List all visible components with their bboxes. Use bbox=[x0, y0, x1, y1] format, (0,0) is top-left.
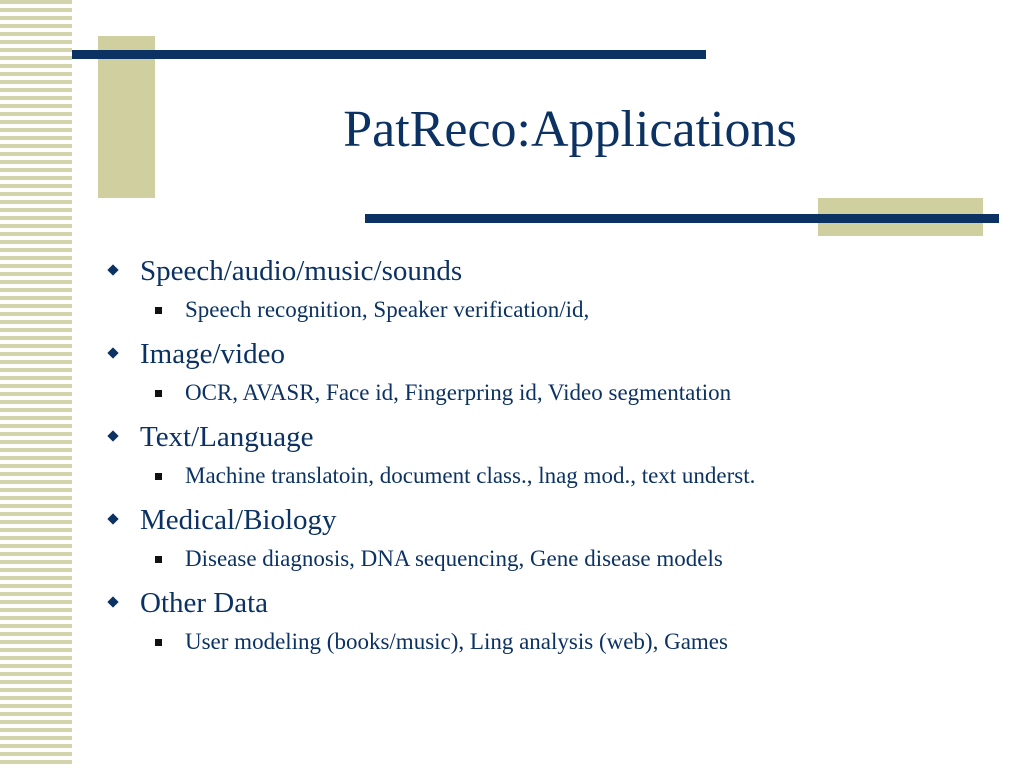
bullet-item bbox=[105, 252, 1005, 295]
title-rule-bottom bbox=[365, 214, 999, 223]
diamond-bullet-icon bbox=[107, 264, 118, 275]
sub-bullet-label: Disease diagnosis, DNA sequencing, Gene disease models bbox=[185, 546, 723, 571]
bullet-item bbox=[105, 335, 1005, 378]
sub-bullet-label: User modeling (books/music), Ling analysis (web), Games bbox=[185, 629, 728, 654]
sub-bullet-item bbox=[105, 461, 1005, 501]
diamond-bullet-icon bbox=[107, 347, 118, 358]
sub-bullet-label: OCR, AVASR, Face id, Fingerpring id, Video segmentation bbox=[185, 380, 732, 405]
diamond-bullet-icon bbox=[107, 596, 118, 607]
sub-bullet-item bbox=[105, 627, 1005, 667]
bullet-item bbox=[105, 501, 1005, 544]
diamond-bullet-icon bbox=[107, 513, 118, 524]
slide-title: PatReco:Applications bbox=[343, 101, 797, 158]
decorative-stripes bbox=[0, 0, 72, 768]
sub-bullet-label: Machine translatoin, document class., lnag mod., text underst. bbox=[185, 463, 756, 488]
sub-bullet-item bbox=[105, 295, 1005, 335]
square-bullet-icon bbox=[155, 307, 162, 314]
bullet-list bbox=[105, 252, 1005, 667]
square-bullet-icon bbox=[155, 556, 162, 563]
bullet-label: Speech/audio/music/sounds bbox=[140, 255, 463, 287]
square-bullet-icon bbox=[155, 639, 162, 646]
title-rule-top bbox=[72, 50, 706, 59]
sub-bullet-label: Speech recognition, Speaker verification/id, bbox=[185, 297, 590, 322]
bullet-label: Medical/Biology bbox=[140, 504, 337, 536]
bullet-label: Image/video bbox=[140, 338, 285, 370]
decorative-block-left bbox=[98, 36, 155, 198]
sub-bullet-item bbox=[105, 378, 1005, 418]
bullet-label: Other Data bbox=[140, 587, 269, 619]
diamond-bullet-icon bbox=[107, 430, 118, 441]
bullet-label: Text/Language bbox=[140, 421, 314, 453]
bullet-item bbox=[105, 584, 1005, 627]
square-bullet-icon bbox=[155, 473, 162, 480]
square-bullet-icon bbox=[155, 390, 162, 397]
sub-bullet-item bbox=[105, 544, 1005, 584]
bullet-item bbox=[105, 418, 1005, 461]
